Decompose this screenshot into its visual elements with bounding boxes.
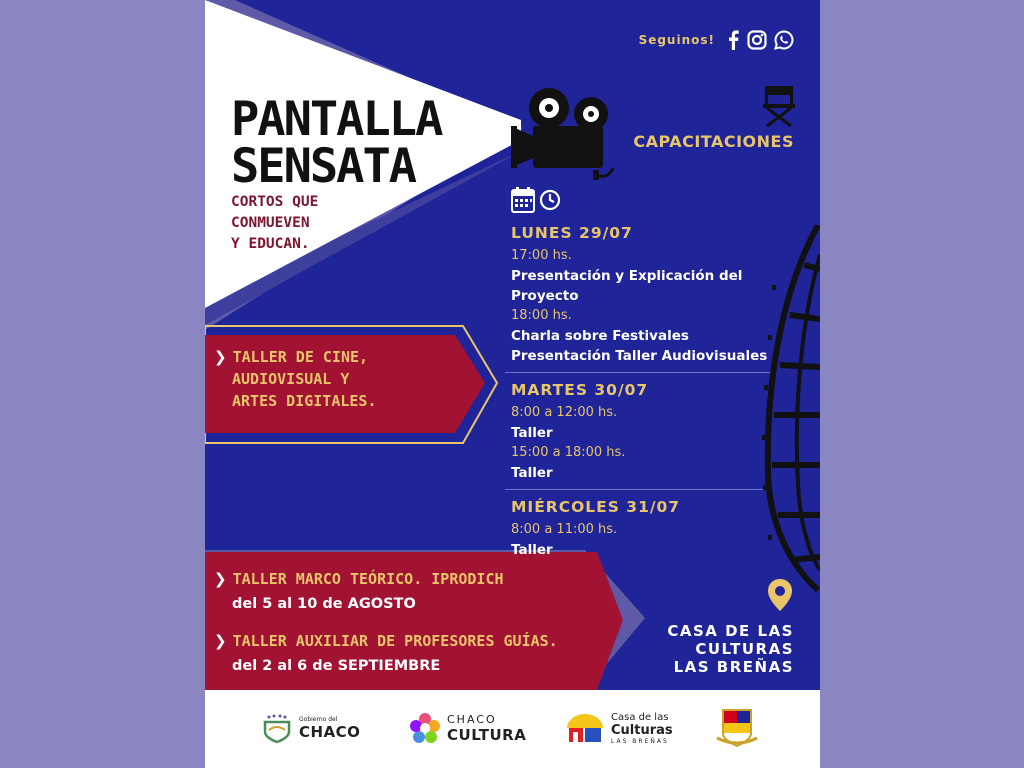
day-heading: LUNES 29/07: [511, 224, 633, 242]
whatsapp-icon[interactable]: [774, 30, 794, 50]
school-crest-icon: [715, 708, 759, 748]
film-camera-icon: [507, 86, 617, 186]
time-slot: 8:00 a 11:00 hs.: [511, 522, 618, 537]
banner-line: ARTES DIGITALES.: [232, 392, 377, 410]
subtitle-line: CONMUEVEN: [231, 215, 310, 231]
poster: [205, 0, 820, 768]
schedule: [511, 224, 773, 560]
flower-logo-icon: [409, 712, 441, 744]
location-line: CASA DE LAS: [667, 622, 794, 640]
location-pin-icon: [767, 578, 793, 612]
chaco-emblem-icon: [261, 712, 293, 744]
divider: [505, 372, 771, 373]
day-heading: MIÉRCOLES 31/07: [511, 498, 681, 516]
time-slot: 8:00 a 12:00 hs.: [511, 405, 618, 420]
casa-culturas-logo: [565, 712, 673, 745]
activity: Charla sobre Festivales: [511, 328, 689, 344]
facebook-icon[interactable]: [726, 30, 740, 50]
schedule-day: [511, 381, 773, 483]
logo-text: Gobierno del: [299, 715, 338, 723]
divider: [505, 489, 771, 490]
taller-name: TALLER AUXILIAR DE PROFESORES GUÍAS.: [232, 632, 558, 650]
subtitle-line: Y EDUCAN.: [231, 236, 310, 252]
activity: Presentación Taller Audiovisuales: [511, 348, 768, 364]
chaco-cultura-logo: [409, 712, 526, 744]
time-slot: 18:00 hs.: [511, 308, 572, 323]
subtitle-line: CORTOS QUE: [231, 194, 319, 210]
taller-name: TALLER MARCO TEÓRICO. IPRODICH: [232, 570, 504, 588]
logo-text: LAS BREÑAS: [611, 738, 669, 745]
time-slot: 15:00 a 18:00 hs.: [511, 445, 626, 460]
chevron-right-icon: ❯: [214, 348, 227, 366]
taller-item: [214, 632, 558, 674]
schedule-day: [511, 498, 773, 560]
gobierno-chaco-logo: [261, 712, 360, 744]
logo-text: CHACO: [447, 712, 497, 726]
location-name: [667, 622, 794, 676]
title-line: PANTALLA: [231, 92, 442, 147]
logo-text: Casa de las: [611, 712, 669, 723]
social-links: [639, 30, 794, 50]
activity: Taller: [511, 542, 553, 558]
schedule-day: [511, 224, 773, 366]
activity: Presentación y Explicación del Proyecto: [511, 268, 743, 304]
banner-line: [214, 346, 377, 368]
day-heading: MARTES 30/07: [511, 381, 649, 399]
taller-dates: del 2 al 6 de SEPTIEMBRE: [232, 658, 441, 674]
director-chair-icon: [761, 84, 797, 128]
banner-line: AUDIOVISUAL Y: [232, 370, 350, 388]
taller-cine-banner: [214, 346, 377, 412]
calendar-icon: [511, 187, 535, 213]
social-label: Seguinos!: [638, 33, 715, 47]
location-line: CULTURAS: [695, 640, 794, 658]
filmstrip-decoration: [760, 225, 820, 595]
chevron-right-icon: ❯: [214, 570, 227, 588]
banner-text: TALLER DE CINE,: [232, 348, 369, 366]
activity: Taller: [511, 425, 553, 441]
chevron-right-icon: ❯: [214, 632, 227, 650]
logo-text: CHACO: [299, 722, 361, 741]
section-title: CAPACITACIONES: [633, 132, 794, 151]
logo-text: CULTURA: [447, 725, 527, 744]
time-slot: 17:00 hs.: [511, 248, 572, 263]
logo-text: Culturas: [611, 723, 673, 738]
taller-item: [214, 570, 504, 612]
activity: Taller: [511, 465, 553, 481]
taller-dates: del 5 al 10 de AGOSTO: [232, 596, 416, 612]
location-line: LAS BREÑAS: [673, 658, 794, 676]
clock-icon: [539, 189, 561, 211]
title-line: SENSATA: [231, 139, 416, 194]
event-title: [231, 92, 442, 194]
sponsor-footer: [205, 690, 820, 768]
house-logo-icon: [565, 714, 605, 744]
instagram-icon[interactable]: [747, 30, 767, 50]
event-subtitle: [231, 192, 318, 255]
